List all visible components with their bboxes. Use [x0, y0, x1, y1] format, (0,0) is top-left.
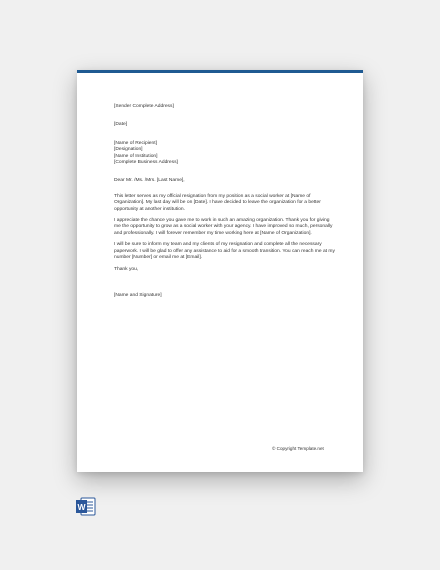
- recipient-institution: [Name of Institution]: [114, 153, 158, 159]
- recipient-designation: [Designation]: [114, 147, 143, 153]
- word-icon-letter: W: [77, 501, 86, 512]
- closing: Thank you,: [114, 266, 139, 272]
- paragraph-appreciation: I appreciate the chance you gave me to work in such an amazing organization. Thank you for giving me the opportunity to grow as a social worker with your agency. I have improved so much, personally and professionally. I will forever remember my time working here at [Name of Organization].: [114, 218, 333, 236]
- paragraph-resignation: This letter serves as my official resignation from my position as a social worker at [Name of Organization]. My last day will be on [Date]. I have decided to leave the organization for a better opportunity at another institution.: [114, 193, 321, 212]
- recipient-name: [Name of Recipient]: [114, 140, 157, 146]
- letter-body: [114, 104, 336, 299]
- salutation: Dear Mr. /Ms. /Mrs. [Last Name],: [114, 178, 185, 184]
- header-accent-bar: [77, 70, 363, 73]
- signature: [Name and Signature]: [114, 292, 162, 298]
- copyright-text: © Copyright Template.net: [272, 446, 324, 451]
- recipient-address: [Complete Business Address]: [114, 160, 178, 166]
- letter-page: [77, 70, 363, 472]
- paragraph-transition: I will be sure to inform my team and my clients of my resignation and complete all the necessary paperwork. I will be glad to offer any assistance to aid for a smooth transition. You can reach me at my number [Number] or email me at [Email].: [114, 242, 335, 261]
- sender-address: [Sender Complete Address]: [114, 104, 174, 109]
- letter-date: [Date]: [114, 122, 128, 128]
- microsoft-word-icon: [76, 497, 96, 516]
